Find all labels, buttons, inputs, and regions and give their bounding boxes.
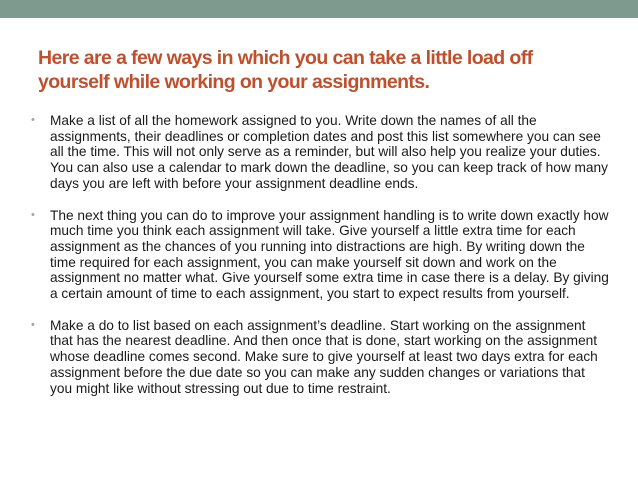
list-item xyxy=(30,113,610,192)
bullet-text: Make a list of all the homework assigned to you. Write down the names of all the assignments, their deadlines or completion dates and post this list somewhere you can see all the time. This will not only serve as a reminder, but will also help you realize your duties. You can also use a calendar to mark down the deadline, so you can keep track of how many days you are left with before your assignment deadline ends. xyxy=(50,113,608,191)
slide-title: Here are a few ways in which you can take a little load off yourself while working on your assignments. xyxy=(38,47,533,93)
bullet-text: The next thing you can do to improve your assignment handling is to write down exactly how much time you think each assignment will take. Give yourself a little extra time for each assignment as the chances of you running into distractions are high. By writing down the time required for each assignment, you can make yourself sit down and work on the assignment no matter what. Give yourself some extra time in case there is a delay. By giving a certain amount of time to each assignment, you start to expect results from yourself. xyxy=(50,207,609,302)
list-item xyxy=(30,208,610,302)
top-accent-bar xyxy=(0,0,638,18)
bullet-marker: • xyxy=(31,318,35,331)
bullet-list xyxy=(30,113,610,412)
bullet-marker: • xyxy=(31,114,35,126)
bullet-text: Make a do to list based on each assignment’s deadline. Start working on the assignment that has the nearest deadline. And then once that is done, start working on the assignment whose deadline comes second. Make sure to give yourself at least two days extra for each assignment before the due date so you can make any sudden changes or variations that you might like without stressing out due to time restraint. xyxy=(50,317,598,396)
bullet-marker: • xyxy=(31,208,35,221)
list-item xyxy=(30,318,610,397)
